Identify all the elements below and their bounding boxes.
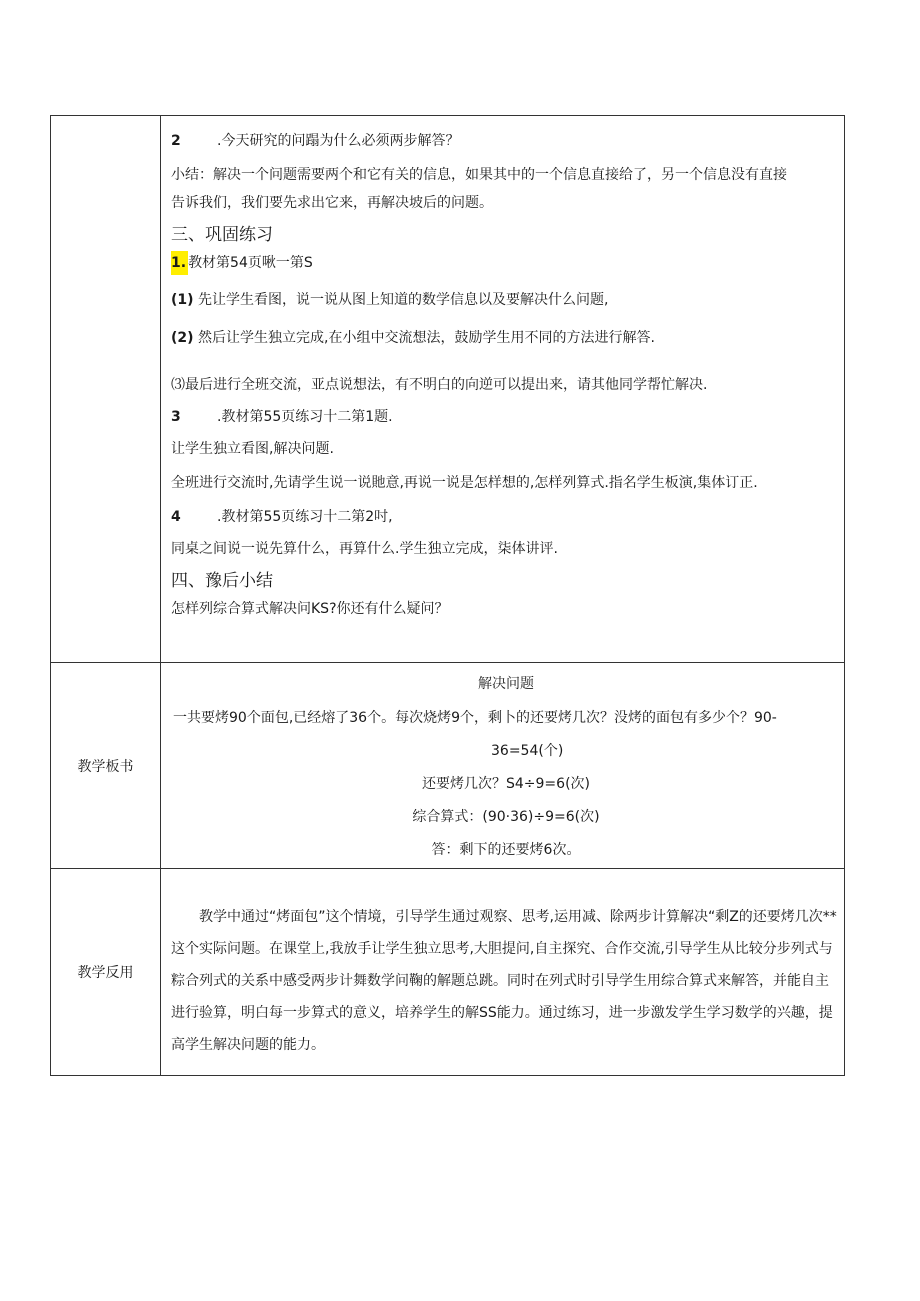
exercise-4-line-1: 同桌之间说一说先算什么，再算什么.学生独立完成，柒体讲评. — [171, 541, 558, 557]
board-label: 教学板书 — [51, 663, 161, 869]
exercise-1-step-1 — [171, 289, 841, 311]
exercise-4 — [171, 506, 841, 528]
exercise-1-number: 1. — [171, 251, 188, 275]
step-1-text: 先让学生看图，说一说从图上知道的数学信息以及要解决什么问题, — [198, 292, 609, 308]
reflection-content-cell — [161, 869, 845, 1076]
board-line-1: 一共要烤90个面包,已经熔了36个。每次烧烤9个，剩卜的还要烤几次？没烤的面包有多少个？90- — [173, 710, 777, 726]
exercise-3-line-1: 让学生独立看图,解决问题. — [171, 441, 334, 457]
process-label-cell — [51, 116, 161, 663]
board-content-cell — [161, 663, 845, 869]
exercise-3-text: .教材第55页练习十二第1题. — [217, 409, 393, 425]
section-heading-3: 三、巩固练习 — [171, 225, 273, 245]
summary-line-2: 告诉我们，我们要先求出它来，再解决坡后的问题。 — [171, 195, 493, 211]
exercise-3 — [171, 406, 841, 428]
step-2-text: 然后让学生独立完成,在小组中交流想法，鼓励学生用不同的方法进行解答. — [198, 330, 655, 346]
exercise-3-line-2: 全班进行交流时,先请学生说一说貤意,再说一说是怎样想的,怎样列算式.指名学生板演,集体订正. — [171, 475, 758, 491]
process-row — [51, 116, 845, 663]
step-2-number: (2) — [171, 330, 194, 346]
reflection-row — [51, 869, 845, 1076]
board-row — [51, 663, 845, 869]
process-content-cell — [161, 116, 845, 663]
exercise-1 — [171, 251, 841, 275]
step-1-number: (1) — [171, 292, 194, 308]
board-line-3: 还要烤几次？S4÷9=6(次) — [422, 776, 590, 792]
exercise-4-number: 4 — [171, 509, 181, 525]
exercise-4-text: .教材第55页练习十二第2吋, — [217, 509, 393, 525]
question-2-number: 2 — [171, 133, 181, 149]
exercise-3-number: 3 — [171, 409, 181, 425]
reflection-text: 教学中通过“烤面包”这个情境，引导学生通过观察、思考,运用减、除两步计算解决“剩Z的还要烤几次**这个实际问题。在课堂上,我放手让学生独立思考,大胆提问,自主探究、合作交流,引导学生从比较分步列式与粽合列式的关系中感受两步计舞数学问鞠的解题总跳。同时在列式时引导学生用综合算式来解答，并能自主进行验算，明白每一步算式的意义，培养学生的解SS能力。通过练习，进一步激发学生学习数学的兴趣，提高学生解决问题的能力。 — [171, 909, 837, 1053]
section-heading-4: 四、豫后小结 — [171, 571, 273, 591]
exercise-1-step-2 — [171, 327, 841, 349]
question-2 — [171, 130, 841, 152]
question-2-text: .今天研究的问蹋为什么必须两步解答？ — [217, 133, 460, 149]
board-line-5: 答：剩下的还要烤6次。 — [431, 842, 581, 858]
exercise-1-step-3: ⑶最后进行全班交流，亚点说想法，有不明白的向逆可以提出来，请其他同学帮忙解决. — [171, 377, 708, 393]
summary-line-1: 小结：解决一个问题需要两个和它有关的信息，如果其中的一个信息直接给了，另一个信息没有直接 — [171, 167, 787, 183]
closing-question: 怎样列综合算式解决问KS?你还有什么疑问？ — [171, 601, 449, 617]
board-title: 解决问题 — [478, 676, 534, 692]
board-line-4: 综合算式：(90·36)÷9=6(次) — [412, 809, 600, 825]
lesson-plan-table — [50, 115, 845, 1076]
reflection-label: 教学反用 — [51, 869, 161, 1076]
exercise-1-text: 教材第54页啾一第S — [188, 255, 313, 271]
board-line-2: 36=54(个) — [491, 743, 564, 759]
